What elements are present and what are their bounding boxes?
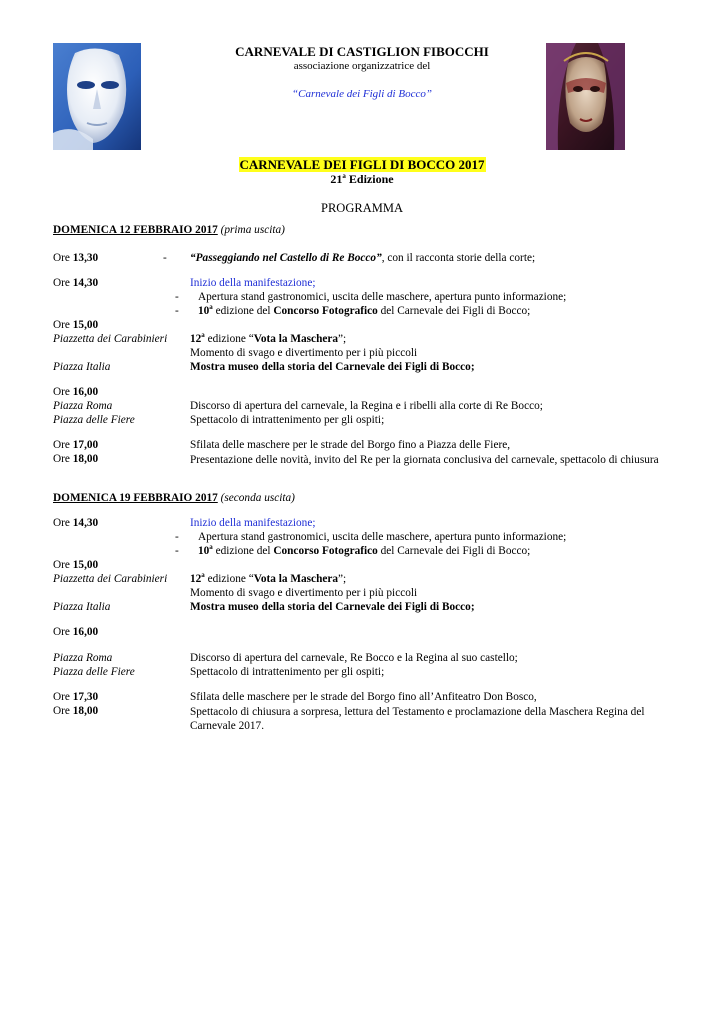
header-quote: “Carnevale dei Figli di Bocco”	[292, 88, 432, 100]
day1-r4-time: Ore 16,00	[53, 386, 99, 398]
edition-line	[0, 172, 724, 187]
day2-r3a-text: 12$^a$ edizione “Vota la Maschera”;	[190, 571, 347, 585]
day1-r5-text: Sfilata delle maschere per le strade del Borgo fino a Piazza delle Fiere,	[190, 439, 511, 451]
event-title: CARNEVALE DEI FIGLI DI BOCCO 2017	[239, 157, 485, 172]
header-subtitle: associazione organizzatrice del	[293, 60, 431, 72]
day2-r6-time: Ore 18,00	[53, 705, 99, 717]
day2-date: DOMENICA 19 FEBBRAIO 2017	[53, 492, 218, 504]
day1-r4a-text: Discorso di apertura del carnevale, la Regina e i ribelli alla corte di Re Bocco;	[190, 400, 543, 412]
day1-r2-text: Inizio della manifestazione;	[190, 277, 316, 289]
day1-note: (prima uscita)	[220, 224, 285, 236]
day1-r6-text: Presentazione delle novità, invito del Re per la giornata conclusiva del carnevale, spettacolo di chiusura	[190, 454, 659, 466]
day2-r3c-text: Mostra museo della storia del Carnevale dei Figli di Bocco;	[190, 601, 475, 613]
header-title: CARNEVALE DI CASTIGLION FIBOCCHI	[235, 44, 489, 59]
day1-r1-time: Ore 13,30	[53, 252, 99, 264]
day1-b1-text: Apertura stand gastronomici, uscita delle maschere, apertura punto informazione;	[198, 291, 567, 303]
day2-r2-text: Inizio della manifestazione;	[190, 517, 316, 529]
day1-b1-dash: -	[175, 291, 179, 303]
day2-r3-time: Ore 15,00	[53, 559, 99, 571]
day1-r3b-text: Momento di svago e divertimento per i più piccoli	[190, 347, 418, 359]
day2-r4-time: Ore 16,00	[53, 626, 99, 638]
edition-word: Edizione	[348, 172, 394, 186]
day2-r5-text: Sfilata delle maschere per le strade del Borgo fino all’Anfiteatro Don Bosco,	[190, 691, 537, 703]
day2-heading	[53, 492, 295, 504]
day2-r4a-text: Discorso di apertura del carnevale, Re Bocco e la Regina al suo castello;	[190, 652, 518, 664]
day2-r5-time: Ore 17,30	[53, 691, 99, 703]
day1-heading	[53, 224, 285, 236]
day1-r3c-place: Piazza Italia	[53, 361, 111, 373]
day2-r6-text: Spettacolo di chiusura a sorpresa, lettura del Testamento e proclamazione della Maschera Regina del Carnevale 2017.	[190, 706, 645, 732]
day2-r4b-place: Piazza delle Fiere	[53, 666, 135, 678]
day2-note: (seconda uscita)	[220, 492, 295, 504]
day2-r4a-place: Piazza Roma	[53, 652, 113, 664]
day1-r3c-text: Mostra museo della storia del Carnevale dei Figli di Bocco;	[190, 361, 475, 373]
day1-r3a-place: Piazzetta dei Carabinieri	[53, 333, 168, 345]
day2-r2-time: Ore 14,30	[53, 517, 99, 529]
day2-b1-text: Apertura stand gastronomici, uscita delle maschere, apertura punto informazione;	[198, 531, 567, 543]
day1-r3-time: Ore 15,00	[53, 319, 99, 331]
day1-b2-text: 10$^a$ edizione del Concorso Fotografico del Carnevale dei Figli di Bocco;	[198, 303, 531, 317]
event-title-wrap	[0, 157, 724, 173]
day2-r3c-place: Piazza Italia	[53, 601, 111, 613]
day1-r6-time: Ore 18,00	[53, 453, 99, 465]
edition-number: 21	[330, 172, 343, 186]
day2-b2-dash: -	[175, 545, 179, 557]
day1-r2-time: Ore 14,30	[53, 277, 99, 289]
day1-r3a-text: 12$^a$ edizione “Vota la Maschera”;	[190, 331, 347, 345]
edition-sup: a	[342, 172, 346, 180]
day1-r4b-place: Piazza delle Fiere	[53, 414, 135, 426]
day1-r4a-place: Piazza Roma	[53, 400, 113, 412]
day2-b1-dash: -	[175, 531, 179, 543]
day2-r3b-text: Momento di svago e divertimento per i più piccoli	[190, 587, 418, 599]
day1-r5-time: Ore 17,00	[53, 439, 99, 451]
day1-b2-dash: -	[175, 305, 179, 317]
day2-r3a-place: Piazzetta dei Carabinieri	[53, 573, 168, 585]
day1-r4b-text: Spettacolo di intrattenimento per gli ospiti;	[190, 414, 385, 426]
day2-b2-text: 10$^a$ edizione del Concorso Fotografico del Carnevale dei Figli di Bocco;	[198, 543, 531, 557]
day1-r1-text: “Passeggiando nel Castello di Re Bocco”, con il racconta storie della corte;	[190, 252, 536, 264]
day2-r4b-text: Spettacolo di intrattenimento per gli ospiti;	[190, 666, 385, 678]
day1-r1-dash: -	[163, 252, 167, 264]
programma-heading: PROGRAMMA	[321, 201, 403, 215]
day1-date: DOMENICA 12 FEBBRAIO 2017	[53, 224, 218, 236]
